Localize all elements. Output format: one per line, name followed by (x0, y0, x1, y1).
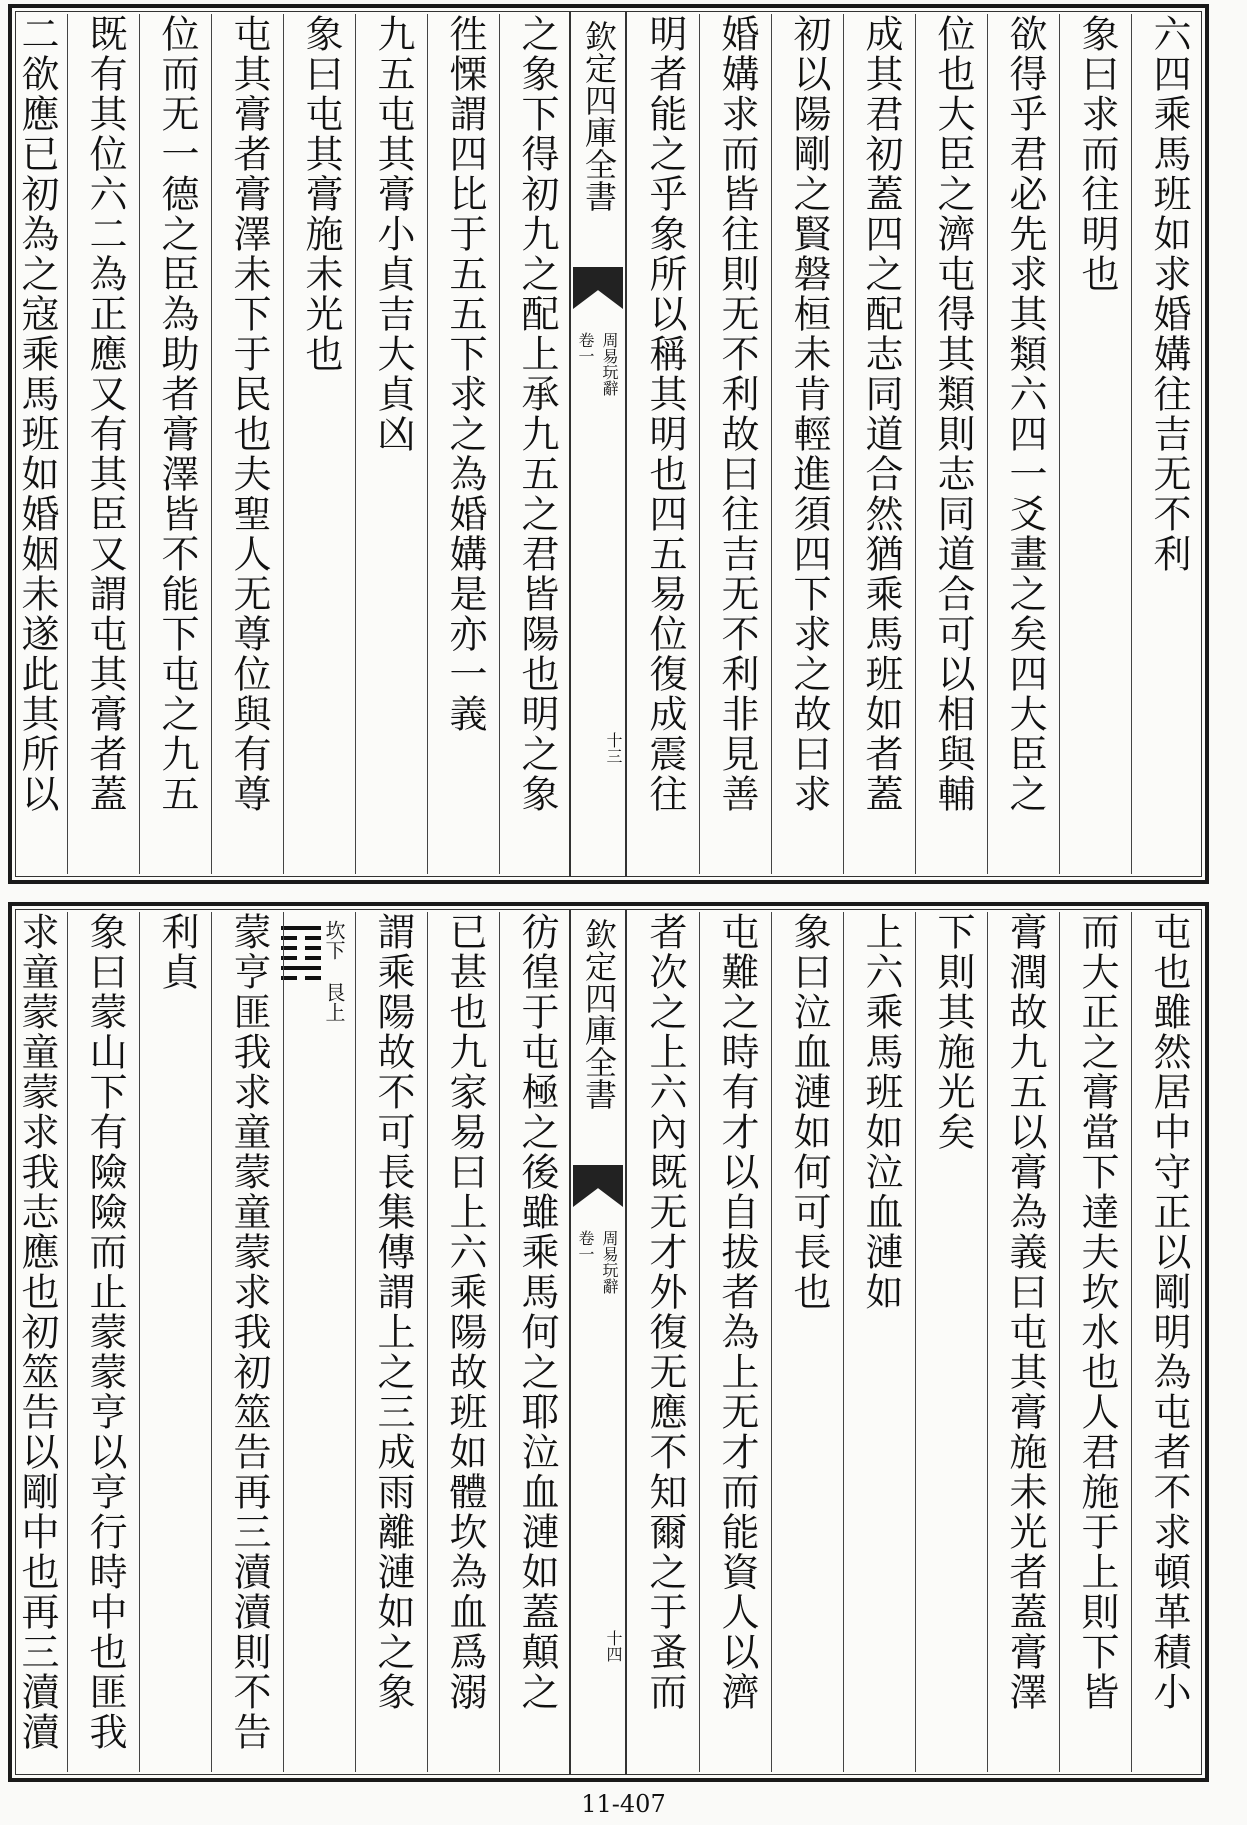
leaf-number: 十三 (604, 732, 623, 764)
text-column: 位而无一德之臣為助者膏澤皆不能下屯之九五 (155, 14, 199, 814)
leaf-number: 十四 (604, 1630, 623, 1662)
text-column: 徃慄謂四比于五五下求之為婚媾是亦一義 (443, 14, 487, 734)
trigram-lower: 坎下 (322, 920, 346, 960)
text-column: 象曰泣血漣如何可長也 (787, 912, 831, 1312)
text-column: 象曰求而往明也 (1075, 14, 1119, 294)
text-column: 既有其位六二為正應又有其臣又謂屯其膏者蓋 (83, 14, 127, 814)
fish-tail-ornament (573, 267, 623, 309)
text-column: 屯難之時有才以自拔者為上无才而能資人以濟 (715, 912, 759, 1712)
text-column: 明者能之乎象所以稱其明也四五易位復成震往 (643, 14, 687, 814)
text-column: 下則其施光矣 (931, 912, 975, 1152)
text-column: 六四乘馬班如求婚媾往吉无不利 (1147, 14, 1191, 574)
text-column: 象曰屯其膏施未光也 (299, 14, 343, 374)
text-column: 者次之上六內既无才外復无應不知爾之于蚤而 (643, 912, 687, 1712)
text-column: 彷徨于屯極之後雖乘馬何之耶泣血漣如蓋顛之 (515, 912, 559, 1712)
bottom-page (8, 902, 1209, 1782)
text-column: 屯也雖然居中守正以剛明為屯者不求頓革積小 (1147, 912, 1191, 1712)
hexagram-meng (285, 912, 347, 1042)
top-page (8, 4, 1209, 884)
fish-tail-ornament (573, 1165, 623, 1207)
text-column: 初以陽剛之賢磐桓未肯輕進須四下求之故曰求 (787, 14, 831, 814)
trigram-upper: 艮上 (322, 982, 346, 1022)
book-title: 欽定四庫全書 (580, 918, 618, 1110)
text-column: 蒙亨匪我求童蒙童蒙求我初筮告再三瀆瀆則不告 (227, 912, 271, 1752)
text-column: 而大正之膏當下達夫坎水也人君施于上則下皆 (1075, 912, 1119, 1712)
text-column: 屯其膏者膏澤未下于民也夫聖人无尊位與有尊 (227, 14, 271, 814)
text-column: 成其君初蓋四之配志同道合然猶乘馬班如者蓋 (859, 14, 903, 814)
text-column: 二欲應已初為之寇乘馬班如婚姻未遂此其所以 (15, 14, 59, 814)
text-column: 九五屯其膏小貞吉大貞凶 (371, 14, 415, 454)
book-title: 欽定四庫全書 (580, 20, 618, 212)
center-fold (569, 12, 627, 876)
text-column: 欲得乎君必先求其類六四一爻畫之矣四大臣之 (1003, 14, 1047, 814)
text-column: 之象下得初九之配上承九五之君皆陽也明之象 (515, 14, 559, 814)
center-fold (569, 910, 627, 1774)
page-folio-number: 11-407 (581, 1790, 666, 1818)
text-column: 婚媾求而皆往則无不利故曰往吉无不利非見善 (715, 14, 759, 814)
text-column: 膏潤故九五以膏為義曰屯其膏施未光者蓋膏澤 (1003, 912, 1047, 1712)
text-column: 象曰蒙山下有險險而止蒙蒙亨以亨行時中也匪我 (83, 912, 127, 1752)
text-column: 求童蒙童蒙求我志應也初筮告以剛中也再三瀆瀆 (15, 912, 59, 1752)
book-name: 周易玩辭 (600, 1230, 619, 1294)
text-column: 已甚也九家易曰上六乘陽故班如體坎為血爲溺 (443, 912, 487, 1712)
text-column: 上六乘馬班如泣血漣如 (859, 912, 903, 1312)
juan-number: 卷一 (576, 332, 595, 364)
juan-number: 卷一 (576, 1230, 595, 1262)
hexagram-lines (281, 926, 321, 986)
text-column: 位也大臣之濟屯得其類則志同道合可以相與輔 (931, 14, 975, 814)
book-name: 周易玩辭 (600, 332, 619, 396)
text-column: 謂乘陽故不可長集傳謂上之三成雨離漣如之象 (371, 912, 415, 1712)
text-column: 利貞 (155, 912, 199, 992)
